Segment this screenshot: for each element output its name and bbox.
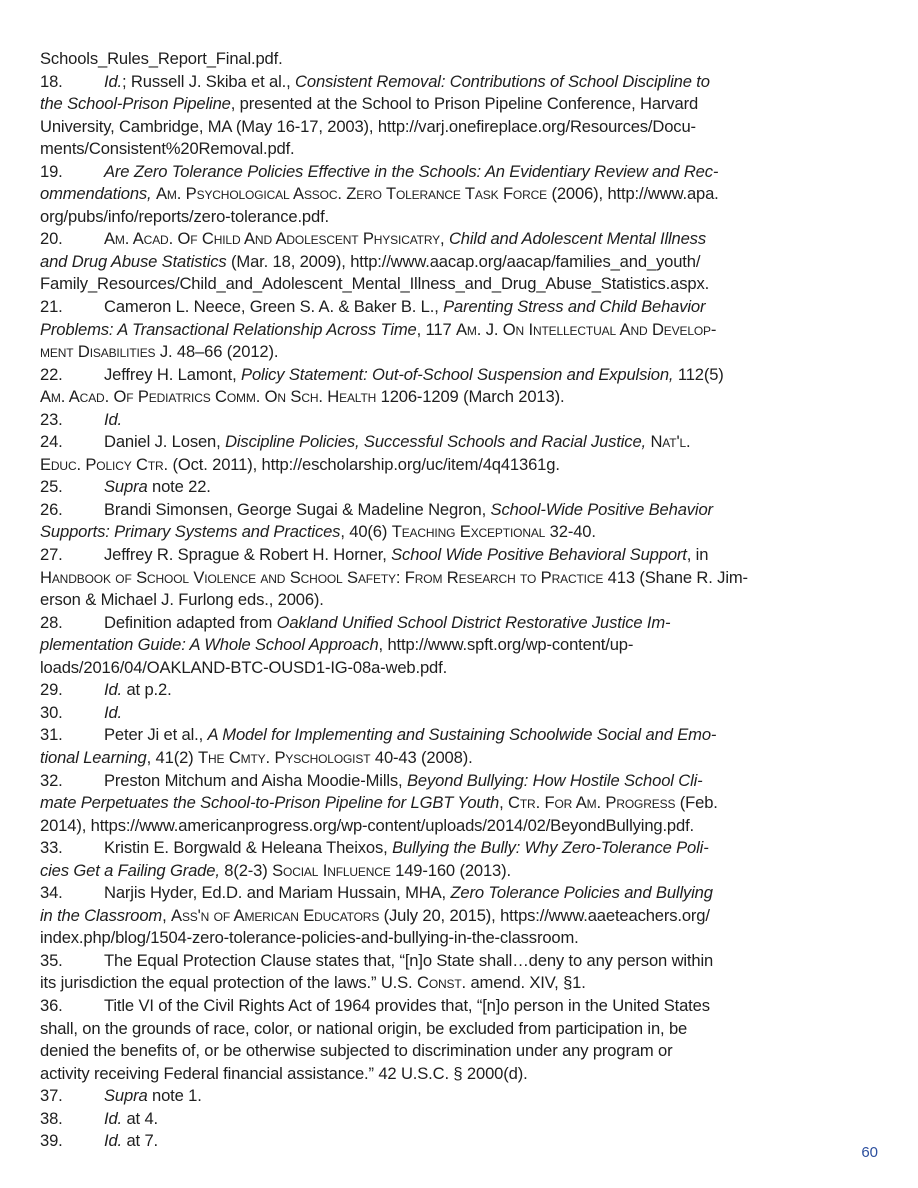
- text-segment: Definition adapted from: [104, 612, 277, 632]
- text-segment: (Oct. 2011), http://escholarship.org/uc/item/4q41361g.: [168, 454, 560, 474]
- text-segment: Preston Mitchum and Aisha Moodie-Mills,: [104, 770, 407, 790]
- small-caps-text: ment Disabilities: [40, 342, 156, 362]
- text-segment: org/pubs/info/reports/zero-tolerance.pdf.: [40, 206, 330, 226]
- italic-text: plementation Guide: A Whole School Approach: [40, 635, 379, 655]
- endnote-number: 32.: [40, 770, 63, 790]
- endnote-line: [40, 950, 792, 973]
- endnote-number: 31.: [40, 725, 63, 745]
- text-segment: , 40(6): [340, 522, 392, 542]
- endnote-number: 20.: [40, 229, 63, 249]
- endnotes-body: [40, 48, 792, 1153]
- text-segment: 149-160 (2013).: [390, 860, 511, 880]
- small-caps-text: Social Influence: [272, 860, 391, 880]
- text-segment: Schools_Rules_Report_Final.pdf.: [40, 49, 283, 68]
- endnote-number: 19.: [40, 161, 63, 181]
- endnote-number: 38.: [40, 1108, 63, 1128]
- endnote-line: [40, 1130, 792, 1153]
- endnote-number: 35.: [40, 950, 63, 970]
- endnote-line: [40, 521, 792, 544]
- italic-text: the School-Prison Pipeline: [40, 94, 231, 114]
- text-segment: denied the benefits of, or be otherwise subjected to discrimination under any program or: [40, 1041, 673, 1061]
- italic-text: School-Wide Positive Behavior: [490, 499, 713, 519]
- text-segment: 2014), https://www.americanprogress.org/wp-content/uploads/2014/02/BeyondBullying.pdf.: [40, 815, 695, 835]
- text-segment: Family_Resources/Child_and_Adolescent_Mental_Illness_and_Drug_Abuse_Statistics.aspx.: [40, 274, 710, 294]
- italic-text: cies Get a Failing Grade,: [40, 860, 220, 880]
- italic-text: in the Classroom: [40, 905, 163, 925]
- small-caps-text: The Cmty. Pyschologist: [198, 747, 371, 767]
- text-segment: J. 48–66 (2012).: [155, 342, 279, 362]
- italic-text: Beyond Bullying: How Hostile School Cli-: [406, 770, 703, 790]
- endnote-line: [40, 296, 792, 319]
- endnote-number: 25.: [40, 477, 63, 497]
- endnote-line: [40, 476, 792, 499]
- text-segment: , http://www.spft.org/wp-content/up-: [378, 635, 634, 655]
- text-segment: shall, on the grounds of race, color, or national origin, be excluded from participation in, be: [40, 1018, 688, 1038]
- text-segment: 8(2-3): [219, 860, 273, 880]
- endnote-number: 22.: [40, 364, 63, 384]
- italic-text: mate Perpetuates the School-to-Prison Pipeline for LGBT Youth: [40, 793, 500, 813]
- endnote-line: [40, 972, 792, 995]
- text-segment: , presented at the School to Prison Pipeline Conference, Harvard: [230, 94, 699, 114]
- endnote-line: [40, 589, 792, 612]
- italic-text: Id.: [104, 1108, 122, 1128]
- text-segment: Title VI of the Civil Rights Act of 1964 provides that, “[n]o person in the United States: [104, 995, 710, 1015]
- small-caps-text: Am. Psychological Assoc. Zero Tolerance Task Force: [155, 184, 547, 204]
- italic-text: Id.: [104, 409, 122, 429]
- endnote-line: [40, 927, 792, 950]
- text-segment: at 7.: [122, 1131, 158, 1151]
- endnote-line: [40, 138, 792, 161]
- text-segment: ; Russell J. Skiba et al.,: [122, 71, 296, 91]
- endnote-line: [40, 454, 792, 477]
- text-segment: ments/Consistent%20Removal.pdf.: [40, 139, 295, 159]
- italic-text: Id.: [104, 71, 122, 91]
- endnote-number: 28.: [40, 612, 63, 632]
- endnote-line: [40, 386, 792, 409]
- text-segment: 413 (Shane R. Jim-: [603, 567, 748, 587]
- text-segment: Brandi Simonsen, George Sugai & Madeline Negron,: [104, 499, 491, 519]
- small-caps-text: Teaching Exceptional: [391, 522, 546, 542]
- endnote-line: [40, 860, 792, 883]
- text-segment: ,: [499, 793, 509, 813]
- endnote-line: [40, 815, 792, 838]
- text-segment: ,: [440, 229, 449, 249]
- endnote-line: [40, 409, 792, 432]
- text-segment: (Feb.: [675, 793, 718, 813]
- endnote-line: [40, 1018, 792, 1041]
- text-segment: erson & Michael J. Furlong eds., 2006).: [40, 590, 324, 610]
- endnote-line: [40, 702, 792, 725]
- text-segment: 32-40.: [545, 522, 596, 542]
- small-caps-text: Am. Acad. Of Child And Adolescent Physicatry: [104, 229, 441, 249]
- endnote-line: [40, 724, 792, 747]
- endnote-line: [40, 499, 792, 522]
- text-segment: 112(5): [673, 364, 724, 384]
- italic-text: Problems: A Transactional Relationship Across Time: [40, 319, 417, 339]
- endnote-line: [40, 634, 792, 657]
- endnote-line: [40, 679, 792, 702]
- italic-text: ommendations,: [40, 184, 152, 204]
- endnote-line: [40, 657, 792, 680]
- endnote-line: [40, 161, 792, 184]
- text-segment: at p.2.: [122, 680, 172, 700]
- endnote-line: [40, 364, 792, 387]
- text-segment: (2006), http://www.apa.: [547, 184, 719, 204]
- endnote-line: [40, 431, 792, 454]
- italic-text: Oakland Unified School District Restorative Justice Im-: [276, 612, 671, 632]
- endnote-number: 23.: [40, 409, 63, 429]
- small-caps-text: Nat'l.: [650, 432, 691, 452]
- text-segment: 40-43 (2008).: [370, 747, 473, 767]
- text-segment: its jurisdiction the equal protection of the laws.” U.S.: [40, 973, 417, 993]
- endnote-line: [40, 251, 792, 274]
- italic-text: Discipline Policies, Successful Schools and Racial Justice,: [225, 432, 646, 452]
- endnote-line: [40, 1085, 792, 1108]
- endnote-line: [40, 882, 792, 905]
- endnote-line: [40, 1108, 792, 1131]
- endnote-line: [40, 770, 792, 793]
- text-segment: index.php/blog/1504-zero-tolerance-policies-and-bullying-in-the-classroom.: [40, 928, 579, 948]
- endnote-line: [40, 206, 792, 229]
- endnote-number: 30.: [40, 702, 63, 722]
- italic-text: Supports: Primary Systems and Practices: [40, 522, 341, 542]
- endnote-line: [40, 1063, 792, 1086]
- small-caps-text: Ass'n of American Educators: [171, 905, 380, 925]
- small-caps-text: Educ. Policy Ctr.: [40, 454, 169, 474]
- italic-text: Bullying the Bully: Why Zero-Tolerance Poli-: [392, 838, 709, 858]
- italic-text: Supra: [104, 477, 148, 497]
- endnote-line: [40, 341, 792, 364]
- small-caps-text: Am. J. On Intellectual And Develop-: [456, 319, 717, 339]
- endnote-number: 24.: [40, 432, 63, 452]
- italic-text: Id.: [104, 702, 122, 722]
- text-segment: University, Cambridge, MA (May 16-17, 2003), http://varj.onefireplace.org/Resources/Docu-: [40, 116, 696, 136]
- endnote-number: 34.: [40, 883, 63, 903]
- text-segment: amend. XIV, §1.: [466, 973, 586, 993]
- text-segment: activity receiving Federal financial assistance.” 42 U.S.C. § 2000(d).: [40, 1063, 528, 1083]
- italic-text: Zero Tolerance Policies and Bullying: [450, 883, 713, 903]
- endnote-line: [40, 995, 792, 1018]
- italic-text: Consistent Removal: Contributions of School Discipline to: [295, 71, 710, 91]
- small-caps-text: Am. Acad. Of Pediatrics Comm. On Sch. Health: [40, 387, 377, 407]
- italic-text: Policy Statement: Out-of-School Suspension and Expulsion,: [241, 364, 674, 384]
- text-segment: Jeffrey H. Lamont,: [104, 364, 242, 384]
- endnote-number: 36.: [40, 995, 63, 1015]
- endnote-line: [40, 747, 792, 770]
- text-segment: ,: [162, 905, 172, 925]
- endnote-number: 26.: [40, 499, 63, 519]
- text-segment: Peter Ji et al.,: [104, 725, 208, 745]
- endnote-number: 21.: [40, 297, 63, 317]
- endnote-line: [40, 544, 792, 567]
- endnote-line: [40, 93, 792, 116]
- text-segment: , 41(2): [146, 747, 198, 767]
- text-segment: , 117: [416, 319, 457, 339]
- italic-text: and Drug Abuse Statistics: [40, 251, 227, 271]
- text-segment: at 4.: [122, 1108, 158, 1128]
- italic-text: Child and Adolescent Mental Illness: [448, 229, 706, 249]
- endnote-line: [40, 48, 792, 71]
- text-segment: , in: [686, 545, 709, 565]
- small-caps-text: Const.: [416, 973, 467, 993]
- endnote-line: [40, 183, 792, 206]
- text-segment: Daniel J. Losen,: [104, 432, 226, 452]
- small-caps-text: Ctr. For Am. Progress: [508, 793, 676, 813]
- italic-text: Supra: [104, 1086, 148, 1106]
- endnote-number: 18.: [40, 71, 63, 91]
- text-segment: The Equal Protection Clause states that, “[n]o State shall…deny to any person within: [104, 950, 714, 970]
- text-segment: Narjis Hyder, Ed.D. and Mariam Hussain, MHA,: [104, 883, 451, 903]
- italic-text: Are Zero Tolerance Policies Effective in the Schools: An Evidentiary Review and Rec-: [104, 161, 719, 181]
- endnote-number: 27.: [40, 545, 63, 565]
- text-segment: 1206-1209 (March 2013).: [376, 387, 565, 407]
- endnote-line: [40, 905, 792, 928]
- small-caps-text: Handbook of School Violence and School Safety: From Research to Practice: [40, 567, 604, 587]
- italic-text: A Model for Implementing and Sustaining Schoolwide Social and Emo-: [207, 725, 717, 745]
- text-segment: (Mar. 18, 2009), http://www.aacap.org/aacap/families_and_youth/: [226, 251, 701, 271]
- italic-text: tional Learning: [40, 747, 147, 767]
- text-segment: Jeffrey R. Sprague & Robert H. Horner,: [104, 545, 392, 565]
- italic-text: Id.: [104, 680, 122, 700]
- endnote-line: [40, 612, 792, 635]
- text-segment: Cameron L. Neece, Green S. A. & Baker B. L.,: [104, 297, 444, 317]
- endnote-line: [40, 1040, 792, 1063]
- endnote-line: [40, 567, 792, 590]
- endnote-number: 37.: [40, 1086, 63, 1106]
- text-segment: Kristin E. Borgwald & Heleana Theixos,: [104, 838, 393, 858]
- text-segment: note 1.: [147, 1086, 202, 1106]
- endnote-number: 39.: [40, 1131, 63, 1151]
- italic-text: Parenting Stress and Child Behavior: [443, 297, 706, 317]
- endnote-line: [40, 792, 792, 815]
- endnote-line: [40, 273, 792, 296]
- text-segment: note 22.: [147, 477, 211, 497]
- endnote-line: [40, 319, 792, 342]
- endnote-number: 33.: [40, 838, 63, 858]
- italic-text: Id.: [104, 1131, 122, 1151]
- endnote-line: [40, 71, 792, 94]
- endnote-line: [40, 116, 792, 139]
- italic-text: School Wide Positive Behavioral Support: [391, 545, 687, 565]
- endnote-line: [40, 837, 792, 860]
- page-number: 60: [861, 1144, 878, 1161]
- endnote-number: 29.: [40, 680, 63, 700]
- text-segment: (July 20, 2015), https://www.aaeteachers.org/: [379, 905, 710, 925]
- endnote-line: [40, 228, 792, 251]
- text-segment: loads/2016/04/OAKLAND-BTC-OUSD1-IG-08a-web.pdf.: [40, 657, 448, 677]
